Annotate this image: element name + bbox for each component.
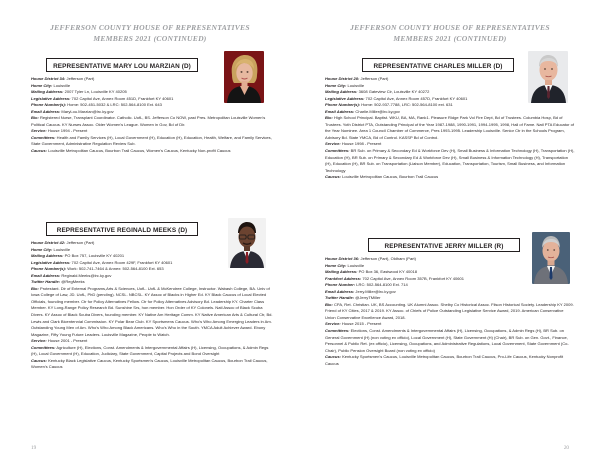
field-value: Jefferson (Part) xyxy=(65,76,95,81)
field-label: Phone Number(s): xyxy=(325,102,361,108)
field-value: Work: 502-741-7464 & Annex: 502-564-8100 Ext. 653 xyxy=(66,266,164,272)
field-label: Committees: xyxy=(31,344,56,350)
field-label: House District 42: xyxy=(31,240,66,245)
rep-details-meeks xyxy=(31,240,275,371)
field-value[interactable]: MaryLou.Marzian@lrc.ky.gov xyxy=(60,108,114,114)
field-label: Home City: xyxy=(325,262,347,268)
field-value: Health and Family Services (H), Local Government (H), Education (H), Education, Health, Welfare, and Family Services, State Government, Administrative Regulation Review Sub. xyxy=(31,134,272,147)
field-label: Caucus: xyxy=(325,354,341,360)
field-label: Service: xyxy=(31,338,47,344)
field-row xyxy=(325,328,575,354)
field-label: Mailing Address: xyxy=(31,253,64,259)
header-title: JEFFERSON COUNTY HOUSE OF REPRESENTATIVES xyxy=(350,23,550,32)
field-value[interactable]: Charlie.Miller@lrc.ky.gov xyxy=(354,108,400,114)
rep-details-charles-miller xyxy=(325,76,575,181)
field-value: Kentucky Black Legislative Caucus, Kentucky Sportsmen's Caucus, Louisville Metropolitan Caucus, Bourbon Trail Caucus, Women's Caucus xyxy=(31,357,268,370)
field-value: House 1994 - Present xyxy=(46,128,88,134)
field-value: Jefferson (Part) xyxy=(65,240,95,245)
field-label: Bio: xyxy=(325,301,333,307)
field-value: House 2015 - Present xyxy=(340,321,382,327)
field-row xyxy=(31,358,275,371)
field-value[interactable]: Reginald.Meeks@lrc.ky.gov xyxy=(60,272,112,278)
field-value: Louisville xyxy=(52,246,71,252)
field-value: Louisville xyxy=(346,82,365,88)
field-value: Home: 502-451-5032 & LRC: 502-564-8100 Ext. 643 xyxy=(66,102,162,108)
field-value: House 1998 - Present xyxy=(340,141,382,147)
field-label: Mailing Address: xyxy=(31,89,64,95)
field-label: Home City: xyxy=(31,246,53,252)
field-label: Frankfort Address: xyxy=(325,275,362,281)
rep-details-jerry-miller xyxy=(325,256,575,367)
field-label: House District 28: xyxy=(325,76,360,81)
page-header-left xyxy=(0,23,300,44)
field-label: Phone Number(s): xyxy=(31,102,67,108)
field-label: Legislative Address: xyxy=(325,95,365,101)
rep-title-box xyxy=(46,222,198,236)
field-label: Caucus: xyxy=(31,357,47,363)
field-label: Bio: xyxy=(325,115,333,121)
field-row xyxy=(31,135,275,148)
field-value: Home: 502-937-7788, LRC: 502-564-8100 ext. 631 xyxy=(360,102,453,108)
field-value[interactable]: Jerry.Miller@lrc.ky.gov xyxy=(354,288,396,294)
field-value: Elections, Const. Amendments & Intergovernmental Affairs (H), Licensing, Occupations, & Admin Regs (H), BR Sub. on General Government (H) (non voting ex officio), Local Government (H), State Government (H) (Chair), BR Sub. on Gen. Govt., Finance, Personnel & Public Ret. (ex officio), Licensing, Occupations, and Administrative Regulations, Local Government, State Government (Co-Chair), Public Pension Oversight Board (non voting ex officio) xyxy=(325,328,569,353)
field-value: Protestant. Dir of External Programs,Arts & Sciences, UofL. UofL & McKendree College, Instructor. Wabash College, BA. Univ of Iowa College of Law, JD. UofL, PhD (pending). NCSL. NBCSL. KY Assoc of Blacks in Higher Ed. KY Black Caucus of Local Elected Officials, founding member. Ctr for Policy Alternatives Fellow. Ctr for Policy Alternatives Advisory Bd. Leadership KY. Charter Class Member. KY Long-Range Policy Research Bd. Sunshine Srs, hon member. Hon Order of KY Colonels. Natl Assoc of Black Scuba Divers. KY Assoc of Black Scuba Divers, founding member. KY Native Am Heritage Comm. KY Native American Arts & Cultural Ctr, Bd. Lewis and Clark Bicentennial Commission. KY Polar Bear Club. KY Sportsmens Caucus. Who's Who Among Emerging Leaders in Am. Outstanding Young Men of Am. Who's Who Among Black Americans. Who's Who in the South. YMCA Adult Achiever Award. Ebony Magazine, Fifty Young Future Leaders. Louisville Magazine, People to Watch. xyxy=(31,285,273,337)
field-value: Jefferson (Part) xyxy=(359,76,389,81)
field-label: Committees: xyxy=(325,328,350,334)
field-row xyxy=(325,115,575,141)
header-subtitle: MEMBERS 2021 (CONTINUED) xyxy=(93,33,207,43)
field-row xyxy=(325,354,575,367)
field-label: Caucus: xyxy=(325,174,341,180)
header-subtitle: MEMBERS 2021 (CONTINUED) xyxy=(393,33,507,43)
field-value: Kentucky Sportsmen's Caucus, Louisville Metropolitan Caucus, Bourbon Trail Caucus, Pro-Life Caucus, Kentucky Nonprofit Caucus xyxy=(325,354,564,366)
field-row xyxy=(31,115,275,128)
field-label: Legislative Address: xyxy=(31,95,71,101)
field-label: Committees: xyxy=(31,134,56,140)
field-row xyxy=(325,302,575,322)
field-value: Registered Nurse, Transplant Coordinator. Catholic. UofL, BS. Jefferson Co NOW, past Pres. Metropolitan Louisville Women's Political Caucus. KY Nurses Assoc. Older Women's League. Women in Gov, Bd of Dir. xyxy=(31,115,266,127)
field-label: Committees: xyxy=(325,148,350,154)
field-value: 702 Capitol Ave, Annex Room 451D, Frankfort KY 40601 xyxy=(70,95,174,101)
rep-title-box xyxy=(368,238,520,252)
field-row xyxy=(31,148,275,155)
field-value: PO Box 36, Eastwood KY 40018 xyxy=(357,269,418,275)
field-label: Caucus: xyxy=(31,148,47,154)
field-value: 702 Capitol Ave, Annex Room 429F, Frankfort KY 40601 xyxy=(70,259,173,265)
field-row xyxy=(325,174,575,181)
field-value: 3608 Gateview Cir, Louisville KY 40272 xyxy=(357,89,430,95)
field-label: Email Address: xyxy=(31,108,61,114)
rep-title-box xyxy=(46,58,198,72)
field-value: PO Box 757, Louisville KY 40201 xyxy=(63,253,125,259)
page-number-right: 20 xyxy=(563,445,569,451)
field-value: 702 Capitol Ave, Annex Room 357B, Frankfort KY 40601 xyxy=(361,275,464,281)
rep-title: REPRESENTATIVE REGINALD MEEKS (D) xyxy=(56,226,188,234)
rep-details-marzian xyxy=(31,76,275,155)
field-value: Louisville Metropolitan Caucus, Bourbon Trail Caucus xyxy=(340,174,439,180)
field-row xyxy=(325,148,575,174)
field-label: Email Address: xyxy=(325,288,355,294)
field-value: 702 Capitol Ave, Annex Room 457D, Frankfort KY 40601 xyxy=(364,95,468,101)
field-label: Home City: xyxy=(325,82,347,88)
field-value: House 2001 - Present xyxy=(46,338,88,344)
field-label: Mailing Address: xyxy=(325,89,358,95)
field-value: Louisville Metropolitan Caucus, Bourbon Trail Caucus, Women's Caucus, Kentucky Non-profit Caucus xyxy=(46,148,231,154)
field-label: House District 36: xyxy=(325,256,360,261)
rep-title-box xyxy=(362,58,514,72)
field-label: Home City: xyxy=(31,82,53,88)
field-label: Twitter Handle: xyxy=(325,295,355,301)
right-page xyxy=(300,0,600,463)
page-header-right xyxy=(300,23,600,44)
field-label: Phone Number: xyxy=(325,282,356,288)
field-label: Mailing Address: xyxy=(325,269,358,275)
field-value: Louisville xyxy=(346,262,365,268)
field-value: BR Sub. on Primary & Secondary Ed & Workforce Dev (H), Small Business & Information Technology (H), Transportation (H), Education (H), BR Sub. on Primary & Secondary Ed & Workforce Dev (H), Small Business & Information Technology (H), Transportation (H), Education (H), BR Sub. on Transportation (Liaison Member), Education, Transportation, Tourism, Small Business, and Information Technology xyxy=(325,148,575,173)
header-title: JEFFERSON COUNTY HOUSE OF REPRESENTATIVES xyxy=(50,23,250,32)
field-label: Service: xyxy=(325,321,341,327)
field-label: Service: xyxy=(31,128,47,134)
field-label: Service: xyxy=(325,141,341,147)
rep-title: REPRESENTATIVE JERRY MILLER (R) xyxy=(384,242,504,250)
field-value: Louisville xyxy=(52,82,71,88)
field-value: 2007 Tyler Ln, Louisville KY 40205 xyxy=(63,89,127,95)
field-value: CPA, Ret. Christian. UK, BS Accounting. UK Alumni Assoc. Shelby Co Historical Assoc. Filson Historical Society. Leadership KY 2009. Friend of KY Cities, 2017 & 2019. KY Assoc. of Chiefs of Police Outstanding Legislative Service Award, 2019. American Conservative Union Conservative Excellence Award, 2018. xyxy=(325,301,574,320)
field-value: @RegMeeks xyxy=(60,279,85,285)
field-label: Twitter Handle: xyxy=(31,279,61,285)
field-value: Agriculture (H), Elections, Const. Amendments & Intergovernmental Affairs (H), Licensing, Occupations, & Admin Regs (H), Local Government (H), Education, Judiciary, State Government, Capital Projects and Bond Oversight xyxy=(31,344,269,357)
field-row xyxy=(31,345,275,358)
field-label: Phone Number(s): xyxy=(31,266,67,272)
rep-title: REPRESENTATIVE MARY LOU MARZIAN (D) xyxy=(53,62,191,70)
field-value: Jefferson (Part), Oldham (Part) xyxy=(359,256,417,261)
field-value: High School Principal. Baptist. WKU, BA, MA, Rank1. Pleasure Ridge Park Vol Fire Dept, Bd of Trustees. Columbia Hosp, Bd of Trustees. Yoth District PTA, Outstanding Principal of the Year 1987-1988, 1990-1991, 1994-1995, 1998, Hall of Fame. Natl PTA Educator of the Year Nominee. Area 1 Council Chamber of Commerce, Pres 1993-1995. Leadership Louisville. Senior Ctr in the Schools Program, Advisory Bd. State YMCA, Bd of Control. KASSP Bd of Control. xyxy=(325,115,574,140)
field-label: Email Address: xyxy=(31,272,61,278)
field-label: Legislative Address: xyxy=(31,259,71,265)
page-number-left: 19 xyxy=(31,445,37,451)
rep-title: REPRESENTATIVE CHARLES MILLER (D) xyxy=(373,62,503,70)
field-value: LRC: 502-564-8100 Ext. 714 xyxy=(355,282,408,288)
field-value: @JerryTMiller xyxy=(354,295,381,301)
field-label: Email Address: xyxy=(325,108,355,114)
field-label: House District 34: xyxy=(31,76,66,81)
field-label: Bio: xyxy=(31,285,39,291)
field-label: Bio: xyxy=(31,115,39,121)
field-row xyxy=(31,286,275,338)
